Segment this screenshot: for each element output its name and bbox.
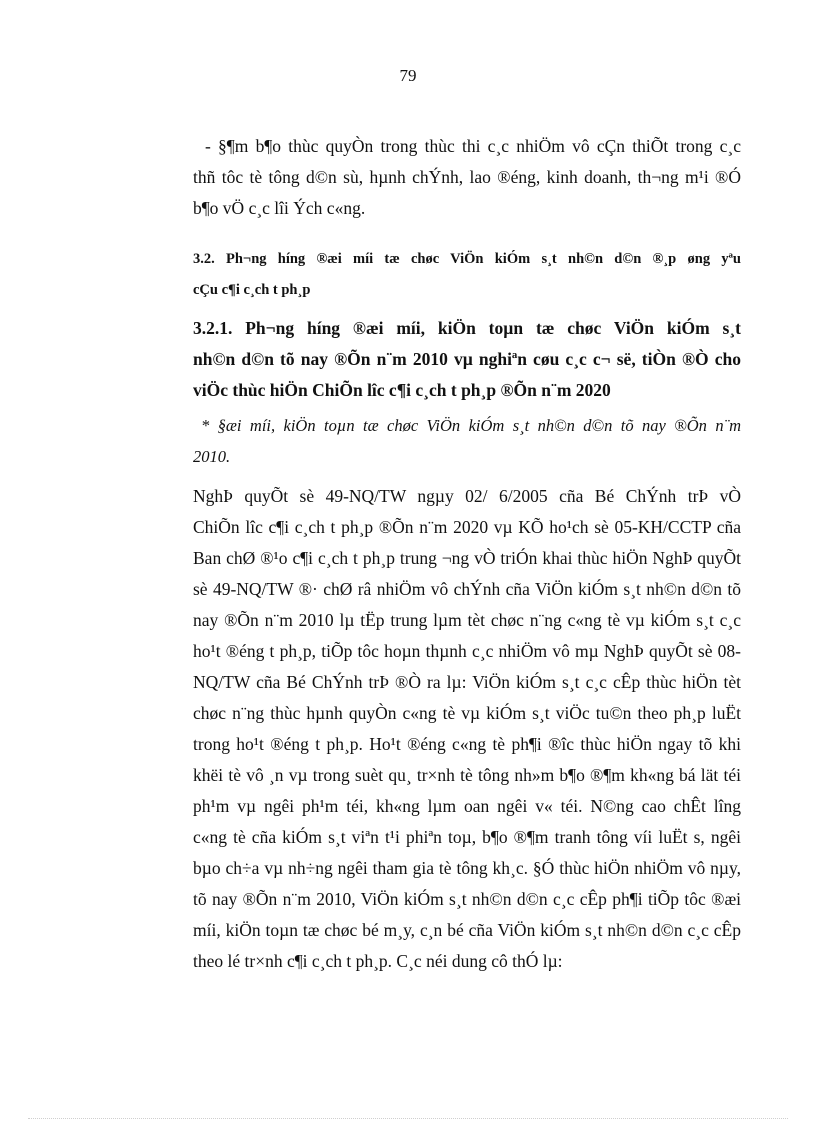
paragraph-line: ho¹t ®éng t ph¸p, tiÕp tôc hoµn thµnh c¸c nhiÖm vô mµ NghÞ quyÕt sè 08- xyxy=(193,641,741,661)
paragraph-line: b¶o vÖ c¸c lîi Ých c«ng. xyxy=(193,198,366,218)
heading-line: nh©n d©n tõ nay ®Õn n¨m 2010 vµ nghiªn cøu c¸c c¬ së, tiÒn ®Ò cho xyxy=(193,349,741,369)
heading-line: cÇu c¶i c¸ch t ph¸p xyxy=(193,282,311,298)
paragraph-line: chøc n¨ng thùc hµnh quyÒn c«ng tè vµ kiÓm s¸t viÖc tu©n theo ph¸p luËt xyxy=(193,703,741,723)
paragraph-line: c«ng tè cña kiÓm s¸t viªn t¹i phiªn toµ, b¶o ®¶m tranh tông víi luËt s, ngêi xyxy=(193,827,741,847)
paragraph-line: trong ho¹t ®éng t ph¸p. Ho¹t ®éng c«ng tè ph¶i ®îc thùc hiÖn ngay tõ khi xyxy=(193,734,741,754)
subsection-heading xyxy=(193,313,741,406)
heading-line: 3.2.1. Ph¬ng híng ®æi míi, kiÖn toµn tæ chøc ViÖn kiÓm s¸t xyxy=(193,318,741,338)
paragraph-line: NQ/TW cña Bé ChÝnh trÞ ®Ò ra lµ: ViÖn kiÓm s¸t c¸c cÊp thùc hiÖn tèt xyxy=(193,672,741,692)
intro-paragraph xyxy=(193,131,741,224)
paragraph-line: bµo ch÷a vµ nh÷ng ngêi tham gia tè tông kh¸c. §Ó thùc hiÖn nhiÖm vô nµy, xyxy=(193,858,741,878)
heading-line: viÖc thùc hiÖn ChiÕn lîc c¶i c¸ch t ph¸p ®Õn n¨m 2020 xyxy=(193,380,611,400)
heading-line: 3.2. Ph¬ng híng ®æi míi tæ chøc ViÖn kiÓm s¸t nh©n d©n ®¸p øng yªu xyxy=(193,251,741,267)
paragraph-line: míi, kiÖn toµn tæ chøc bé m¸y, c¸n bé cña ViÖn kiÓm s¸t nh©n d©n c¸c cÊp xyxy=(193,920,741,940)
heading-line: * §æi míi, kiÖn toµn tæ chøc ViÖn kiÓm s¸t nh©n d©n tõ nay ®Õn n¨m xyxy=(201,416,741,435)
paragraph-line: Ban chØ ®¹o c¶i c¸ch t ph¸p trung ¬ng vÒ triÓn khai thùc hiÖn NghÞ quyÕt xyxy=(193,548,741,568)
paragraph-line: sè 49-NQ/TW ®· chØ râ nhiÖm vô chÝnh cña ViÖn kiÓm s¸t nh©n d©n tõ xyxy=(193,579,741,599)
paragraph-line: theo lé tr×nh c¶i c¸ch t ph¸p. C¸c néi dung cô thÓ lµ: xyxy=(193,951,563,971)
page-number: 79 xyxy=(399,66,417,85)
italic-heading xyxy=(193,410,741,472)
paragraph-line: NghÞ quyÕt sè 49-NQ/TW ngµy 02/ 6/2005 cña Bé ChÝnh trÞ vÒ xyxy=(193,486,741,506)
heading-line: 2010. xyxy=(193,447,231,466)
paragraph-line: thñ tôc tè tông d©n sù, hµnh chÝnh, lao ®éng, kinh doanh, th¬ng m¹i ®Ó xyxy=(193,167,741,187)
paragraph-line: tõ nay ®Õn n¨m 2010, ViÖn kiÓm s¸t nh©n d©n c¸c cÊp ph¶i tiÕp tôc ®æi xyxy=(193,889,741,909)
paragraph-line: - §¶m b¶o thùc quyÒn trong thùc thi c¸c nhiÖm vô cÇn thiÕt trong c¸c xyxy=(205,136,741,156)
body-paragraph xyxy=(193,481,741,977)
footer-rule xyxy=(28,1118,788,1119)
paragraph-line: khëi tè vô ¸n vµ trong suèt qu¸ tr×nh tè tông nh»m b¶o ®¶m kh«ng bá lät téi xyxy=(193,765,741,785)
paragraph-line: ph¹m vµ ngêi ph¹m téi, kh«ng lµm oan ngêi v« téi. N©ng cao chÊt lîng xyxy=(193,796,741,816)
paragraph-line: ChiÕn lîc c¶i c¸ch t ph¸p ®Õn n¨m 2020 vµ KÕ ho¹ch sè 05-KH/CCTP cña xyxy=(193,517,741,537)
section-heading xyxy=(193,244,741,306)
paragraph-line: nay ®Õn n¨m 2010 lµ tËp trung lµm tèt chøc n¨ng c«ng tè vµ kiÓm s¸t c¸c xyxy=(193,610,741,630)
